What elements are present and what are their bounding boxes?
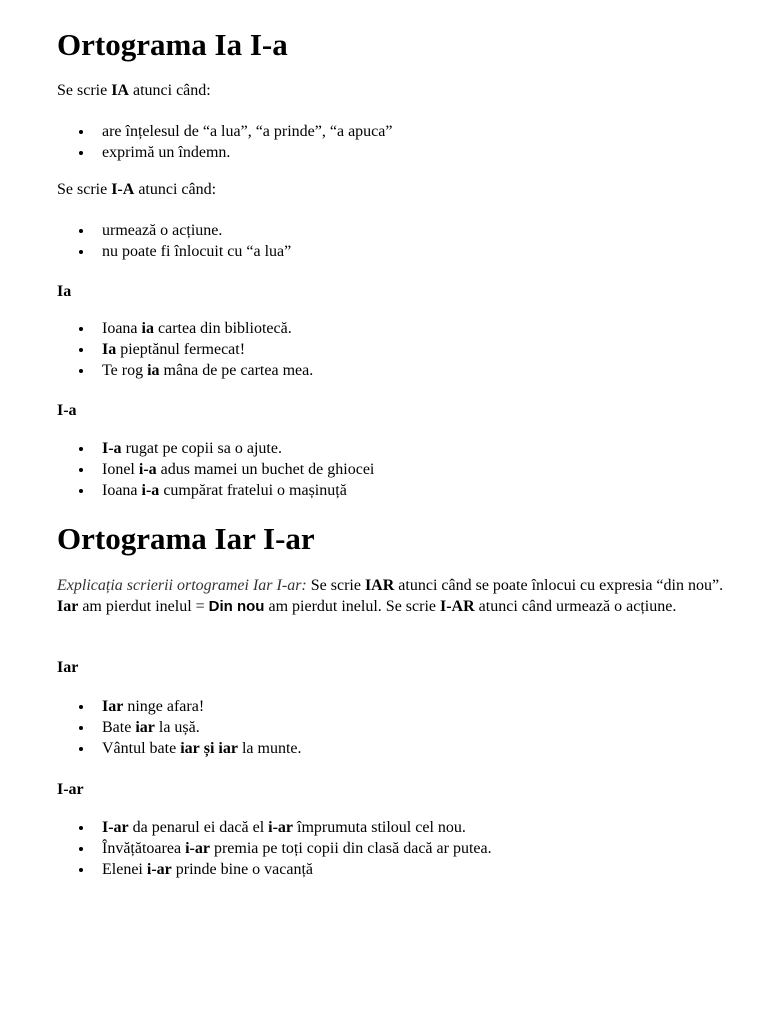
i-ar-examples-list [57, 817, 727, 880]
list-item: Ionel i-a adus mamei un buchet de ghiocei [57, 459, 727, 480]
intro-i-a: Se scrie I-A atunci când: [57, 181, 217, 198]
i-a-examples-list [57, 438, 727, 501]
list-item: Bate iar la ușă. [57, 717, 727, 738]
list-item: I-a rugat pe copii sa o ajute. [57, 438, 727, 459]
section-title-iar: Ortograma Iar I-ar [57, 521, 315, 556]
i-a-rules-list [57, 220, 727, 262]
heading-iar: Iar [57, 659, 79, 676]
list-item: Ioana ia cartea din bibliotecă. [57, 318, 727, 339]
list-item: Elenei i-ar prinde bine o vacanță [57, 859, 727, 880]
section-title-ia: Ortograma Ia I-a [57, 27, 288, 62]
list-item: Iar ninge afara! [57, 696, 727, 717]
list-item: are înțelesul de “a lua”, “a prinde”, “a apuca” [57, 121, 727, 142]
list-item: Te rog ia mâna de pe cartea mea. [57, 360, 727, 381]
ia-rules-list [57, 121, 727, 163]
heading-ia: Ia [57, 283, 72, 300]
ia-examples-list [57, 318, 727, 381]
list-item: Ia pieptănul fermecat! [57, 339, 727, 360]
list-item: urmează o acțiune. [57, 220, 727, 241]
iar-explanation: Explicația scrierii ortogramei Iar I-ar: Se scrie IAR atunci când se poate înlocui cu expresia “din nou”. Iar am pierdut inelul = Din nou am pierdut inelul. Se scrie I-AR atunci când urmează o acțiune. [57, 577, 724, 615]
heading-i-a: I-a [57, 402, 77, 419]
list-item: Ioana i-a cumpărat fratelui o mașinuță [57, 480, 727, 501]
list-item: exprimă un îndemn. [57, 142, 727, 163]
intro-ia: Se scrie IA atunci când: [57, 82, 211, 99]
iar-examples-list [57, 696, 727, 759]
heading-i-ar: I-ar [57, 781, 84, 798]
list-item: I-ar da penarul ei dacă el i-ar împrumuta stiloul cel nou. [57, 817, 727, 838]
list-item: Vântul bate iar și iar la munte. [57, 738, 727, 759]
list-item: nu poate fi înlocuit cu “a lua” [57, 241, 727, 262]
list-item: Învățătoarea i-ar premia pe toți copii din clasă dacă ar putea. [57, 838, 727, 859]
